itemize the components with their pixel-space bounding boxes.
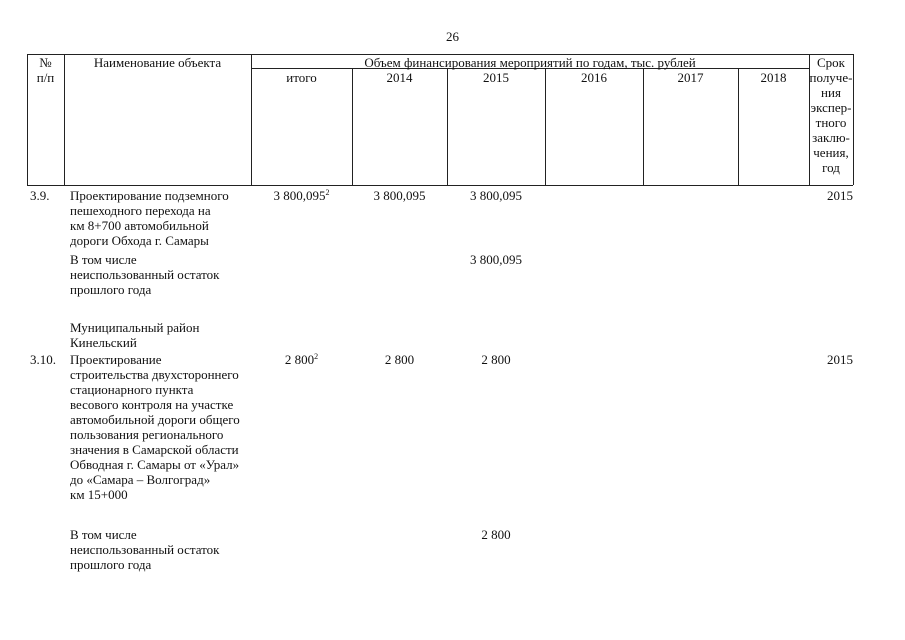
name-line: В том числе [70,252,137,267]
name-line: Кинельский [70,335,137,350]
name-line: до «Самара – Волгоград» [70,472,211,487]
row-3-9-sub-name [70,252,260,297]
row-3-10-sub-name [70,527,260,572]
row-3-10-term: 2015 [827,352,853,367]
header-year-2015: 2015 [483,70,509,85]
name-line: значения в Самарской области [70,442,239,457]
name-line: весового контроля на участке [70,397,234,412]
district-heading [70,320,260,350]
row-3-9-name [70,188,260,248]
header-term-line: заклю- [812,130,850,145]
row-3-10-name [70,352,260,502]
name-line: дороги Обхода г. Самары [70,233,209,248]
name-line: км 8+700 автомобильной [70,218,209,233]
header-num-line1: № [39,55,52,70]
row-3-9-total [251,188,352,203]
name-line: Обводная г. Самары от «Урал» [70,457,240,472]
page-number: 26 [446,29,459,44]
name-line: пешеходного перехода на [70,203,211,218]
grid-line-2017 [738,68,739,185]
grid-line-2015 [545,68,546,185]
row-3-10-total [251,352,352,367]
name-line: В том числе [70,527,137,542]
header-funding: Объем финансирования мероприятий по годам, тыс. рублей [364,55,696,70]
grid-line-2016 [643,68,644,185]
row-3-10-sub-2015: 2 800 [481,527,511,542]
row-3-9-term: 2015 [827,188,853,203]
name-line: Муниципальный район [70,320,200,335]
name-line: Проектирование [70,352,162,367]
name-line: пользования регионального [70,427,224,442]
header-year-2016: 2016 [581,70,607,85]
row-3-9-sub-2015: 3 800,095 [470,252,522,267]
row-3-10-2015: 2 800 [481,352,511,367]
header-term-line: экспер- [810,100,852,115]
header-name: Наименование объекта [93,55,222,70]
row-3-9-2014: 3 800,095 [373,188,426,203]
grid-line-total [352,68,353,185]
name-line: прошлого года [70,282,152,297]
total-value: 3 800,095 [273,188,326,203]
grid-line-num [64,54,65,185]
row-3-10-number: 3.10. [30,352,56,367]
name-line: Проектирование подземного [70,188,229,203]
name-line: строительства двухстороннего [70,367,239,382]
grid-line-right [853,54,854,185]
header-term [809,55,853,175]
footnote-mark: 2 [325,188,330,197]
header-bottom-line [27,185,853,186]
header-term-line: получе- [809,70,853,85]
name-line: неиспользованный остаток [70,267,220,282]
name-line: стационарного пункта [70,382,194,397]
header-term-line: ния [821,85,841,100]
total-value: 2 800 [284,352,315,367]
header-year-2018: 2018 [760,70,787,85]
row-3-10-2014: 2 800 [384,352,415,367]
header-term-line: чения, [813,145,849,160]
name-line: автомобильной дороги общего [70,412,240,427]
name-line: км 15+000 [70,487,128,502]
header-term-line: тного [815,115,847,130]
header-total: итого [286,70,317,85]
header-term-line: Срок [817,55,845,70]
header-term-line: год [822,160,840,175]
name-line: прошлого года [70,557,152,572]
footnote-mark: 2 [314,352,319,361]
row-3-9-number: 3.9. [30,188,50,203]
row-3-9-2015: 3 800,095 [470,188,522,203]
header-year-2014: 2014 [386,70,413,85]
header-num-line2: п/п [36,70,55,85]
grid-line-2014 [447,68,448,185]
header-year-2017: 2017 [677,70,704,85]
name-line: неиспользованный остаток [70,542,220,557]
